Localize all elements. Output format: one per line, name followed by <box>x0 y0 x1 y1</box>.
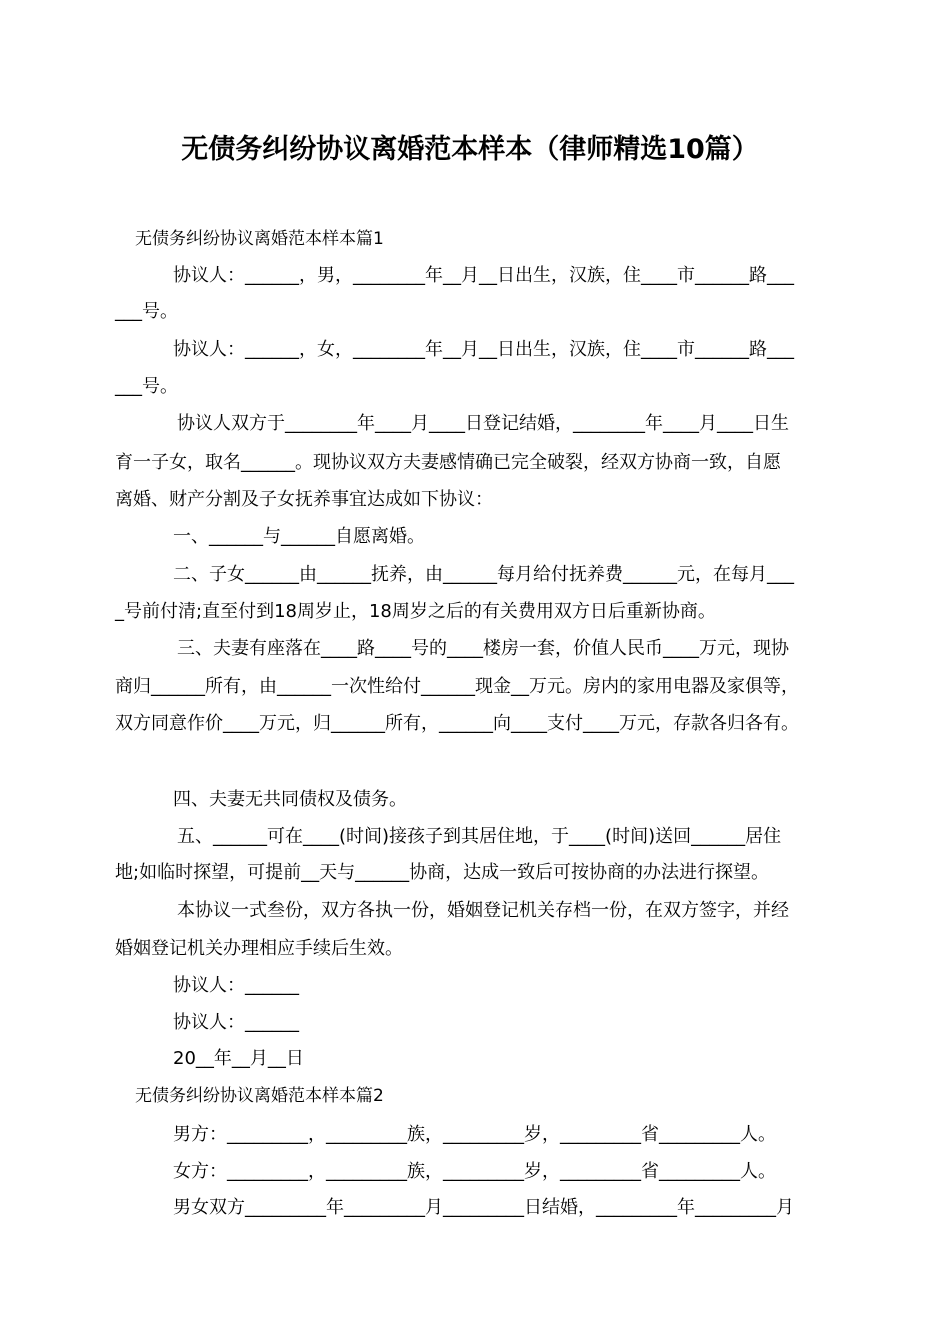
paragraph-intro-line-3: 离婚、财产分割及子女抚养事宜达成如下协议： <box>115 489 493 510</box>
effect-clause-line-1: 本协议一式叁份，双方各执一份，婚姻登记机关存档一份，在双方签字，并经 <box>177 900 789 921</box>
effect-clause-line-2: 婚姻登记机关办理相应手续后生效。 <box>115 938 403 959</box>
clause-2-line-1: 二、子女______由______抚养，由______每月给付抚养费______元，在每月___ <box>173 564 794 585</box>
party-line-female: 协议人：______，女，________年__月__日出生，汉族，住____市______路___ <box>173 339 794 360</box>
clause-5-line-1: 五、______可在____(时间)接孩子到其居住地，于____(时间)送回______居住 <box>177 826 782 847</box>
paragraph-intro-line-1: 协议人双方于________年____月____日登记结婚，________年____月____日生 <box>177 413 789 434</box>
clause-3-line-1: 三、夫妻有座落在____路____号的____楼房一套，价值人民币____万元，现协 <box>177 638 789 659</box>
paragraph-intro-line-2: 育一子女，取名______。现协议双方夫妻感情确已完全破裂，经双方协商一致，自愿 <box>115 452 781 473</box>
clause-3-line-2: 商归______所有，由______一次性给付______现金__万元。房内的家用电器及家俱等， <box>115 676 799 697</box>
party-line-female-cont: ___号。 <box>115 376 178 397</box>
clause-5-line-2: 地;如临时探望，可提前__天与______协商，达成一致后可按协商的办法进行探望。 <box>115 862 770 883</box>
party-line-male: 协议人：______，男，________年__月__日出生，汉族，住____市______路___ <box>173 265 794 286</box>
clause-2-line-2: _号前付清;直至付到18周岁止，18周岁之后的有关费用双方日后重新协商。 <box>115 601 716 622</box>
male-party-line: 男方：_________，_________族，_________岁，_________省_________人。 <box>173 1124 776 1145</box>
section-heading-1: 无债务纠纷协议离婚范本样本篇1 <box>135 229 384 249</box>
marriage-date-line: 男女双方_________年_________月_________日结婚，_________年_________月 <box>173 1197 794 1218</box>
date-line: 20__年__月__日 <box>173 1048 304 1069</box>
section-heading-2: 无债务纠纷协议离婚范本样本篇2 <box>135 1086 384 1106</box>
clause-3-line-3: 双方同意作价____万元，归______所有，______向____支付____万元，存款各归各有。 <box>115 713 799 734</box>
signature-line-1: 协议人：______ <box>173 975 299 996</box>
signature-line-2: 协议人：______ <box>173 1012 299 1033</box>
party-line-male-cont: ___号。 <box>115 301 178 322</box>
document-title: 无债务纠纷协议离婚范本样本（律师精选10篇） <box>181 134 759 165</box>
clause-1: 一、______与______自愿离婚。 <box>173 526 425 547</box>
female-party-line: 女方：_________，_________族，_________岁，_________省_________人。 <box>173 1161 776 1182</box>
clause-4: 四、夫妻无共同债权及债务。 <box>173 789 407 810</box>
